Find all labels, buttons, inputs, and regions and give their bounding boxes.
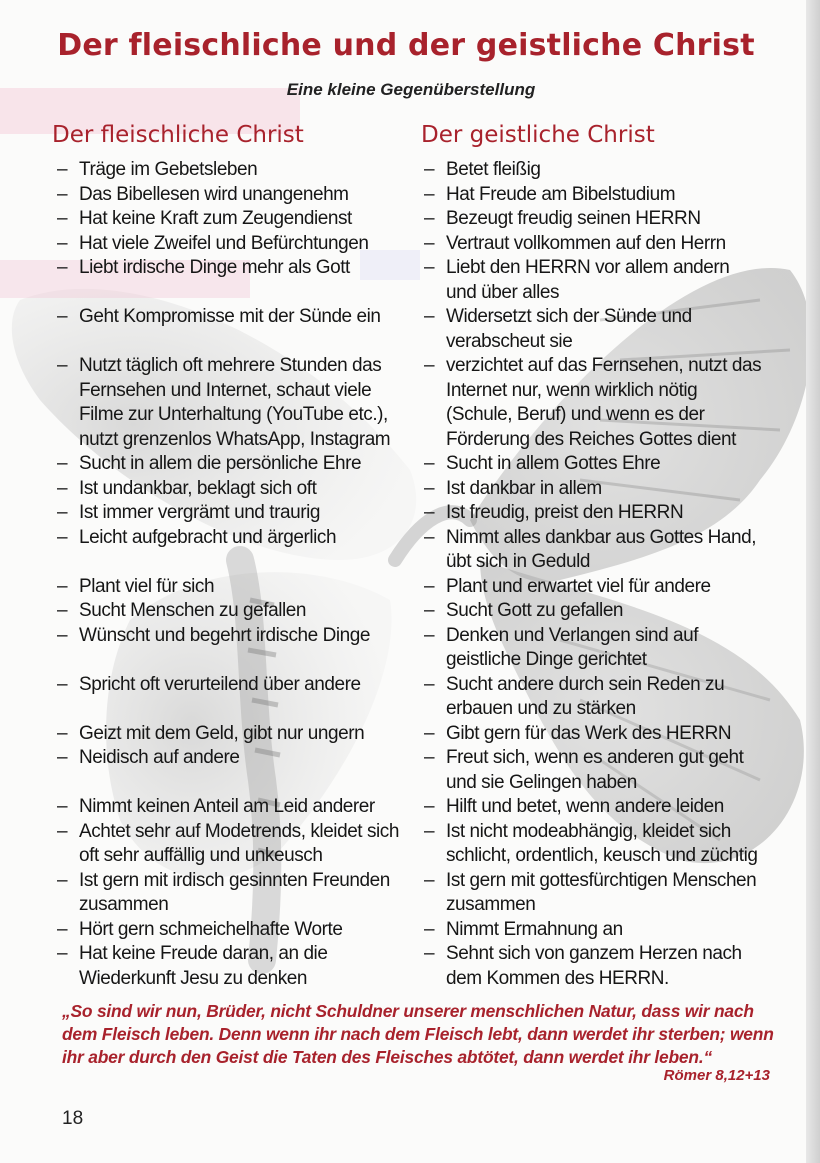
list-item: – Geht Kompromisse mit der Sünde ein bbox=[57, 305, 402, 330]
list-item: – Widersetzt sich der Sünde und verabscheut sie bbox=[424, 305, 762, 354]
list-item: – Sucht Menschen zu gefallen bbox=[57, 599, 402, 624]
list-item: – Träge im Gebetsleben bbox=[57, 158, 402, 183]
list-item: – Hat Freude am Bibelstudium bbox=[424, 183, 762, 208]
page-title: Der fleischliche und der geistliche Christ bbox=[57, 28, 755, 63]
list-item: – Neidisch auf andere bbox=[57, 746, 402, 771]
list-item: – Plant und erwartet viel für andere bbox=[424, 575, 762, 600]
right-column-heading: Der geistliche Christ bbox=[421, 122, 655, 148]
list-item: – Liebt irdische Dinge mehr als Gott bbox=[57, 256, 402, 281]
list-item: – Spricht oft verurteilend über andere bbox=[57, 673, 402, 698]
list-item: – Nimmt alles dankbar aus Gottes Hand, übt sich in Geduld bbox=[424, 526, 762, 575]
list-item: – Ist freudig, preist den HERRN bbox=[424, 501, 762, 526]
list-item: – Sucht in allem Gottes Ehre bbox=[424, 452, 762, 477]
list-item: – Nimmt keinen Anteil am Leid anderer bbox=[57, 795, 402, 820]
list-item: – Sucht andere durch sein Reden zu erbauen und zu stärken bbox=[424, 673, 762, 722]
list-item: – Nutzt täglich oft mehrere Stunden das Fernsehen und Internet, schaut viele Filme zur Unterhaltung (YouTube etc.), nutzt grenzenlos WhatsApp, Instagram bbox=[57, 354, 402, 452]
right-column-list bbox=[424, 158, 762, 991]
spacer bbox=[57, 550, 402, 575]
list-item: – Gibt gern für das Werk des HERRN bbox=[424, 722, 762, 747]
left-column-heading: Der fleischliche Christ bbox=[52, 122, 304, 148]
list-item: – verzichtet auf das Fernsehen, nutzt das Internet nur, wenn wirklich nötig (Schule, Beruf) und wenn es der Förderung des Reiches Gottes dient bbox=[424, 354, 762, 452]
spacer bbox=[57, 697, 402, 722]
left-column-list bbox=[57, 158, 402, 991]
list-item: – Betet fleißig bbox=[424, 158, 762, 183]
list-item: – Sucht Gott zu gefallen bbox=[424, 599, 762, 624]
list-item: – Hat viele Zweifel und Befürchtungen bbox=[57, 232, 402, 257]
list-item: – Liebt den HERRN vor allem andern und über alles bbox=[424, 256, 762, 305]
list-item: – Denken und Verlangen sind auf geistliche Dinge gerichtet bbox=[424, 624, 762, 673]
list-item: – Das Bibellesen wird unangenehm bbox=[57, 183, 402, 208]
list-item: – Sehnt sich von ganzem Herzen nach dem Kommen des HERRN. bbox=[424, 942, 762, 991]
list-item: – Freut sich, wenn es anderen gut geht und sie Gelingen haben bbox=[424, 746, 762, 795]
bible-quote: „So sind wir nun, Brüder, nicht Schuldner unserer menschlichen Natur, dass wir nach dem Fleisch leben. Denn wenn ihr nach dem Fleisch lebt, dann werdet ihr sterben; wenn ihr aber durch den Geist die Taten des Fleisches abtötet, dann werdet ihr leben.“ bbox=[62, 1001, 774, 1067]
list-item: – Hört gern schmeichelhafte Worte bbox=[57, 918, 402, 943]
list-item: – Ist undankbar, beklagt sich oft bbox=[57, 477, 402, 502]
list-item: – Achtet sehr auf Modetrends, kleidet sich oft sehr auffällig und unkeusch bbox=[57, 820, 402, 869]
page-number: 18 bbox=[62, 1108, 84, 1129]
list-item: – Sucht in allem die persönliche Ehre bbox=[57, 452, 402, 477]
list-item: – Hat keine Freude daran, an die Wiederkunft Jesu zu denken bbox=[57, 942, 402, 991]
spacer bbox=[57, 281, 402, 306]
list-item: – Ist dankbar in allem bbox=[424, 477, 762, 502]
list-item: – Nimmt Ermahnung an bbox=[424, 918, 762, 943]
spacer bbox=[57, 648, 402, 673]
list-item: – Ist nicht modeabhängig, kleidet sich schlicht, ordentlich, keusch und züchtig bbox=[424, 820, 762, 869]
list-item: – Geizt mit dem Geld, gibt nur ungern bbox=[57, 722, 402, 747]
bible-reference: Römer 8,12+13 bbox=[663, 1067, 770, 1084]
list-item: – Vertraut vollkommen auf den Herrn bbox=[424, 232, 762, 257]
spacer bbox=[57, 771, 402, 796]
page-subtitle: Eine kleine Gegenüberstellung bbox=[286, 80, 536, 99]
list-item: – Leicht aufgebracht und ärgerlich bbox=[57, 526, 402, 551]
list-item: – Plant viel für sich bbox=[57, 575, 402, 600]
list-item: – Hilft und betet, wenn andere leiden bbox=[424, 795, 762, 820]
list-item: – Wünscht und begehrt irdische Dinge bbox=[57, 624, 402, 649]
spacer bbox=[57, 330, 402, 355]
list-item: – Ist gern mit gottesfürchtigen Menschen zusammen bbox=[424, 869, 762, 918]
list-item: – Ist gern mit irdisch gesinnten Freunden zusammen bbox=[57, 869, 402, 918]
list-item: – Ist immer vergrämt und traurig bbox=[57, 501, 402, 526]
list-item: – Bezeugt freudig seinen HERRN bbox=[424, 207, 762, 232]
list-item: – Hat keine Kraft zum Zeugendienst bbox=[57, 207, 402, 232]
